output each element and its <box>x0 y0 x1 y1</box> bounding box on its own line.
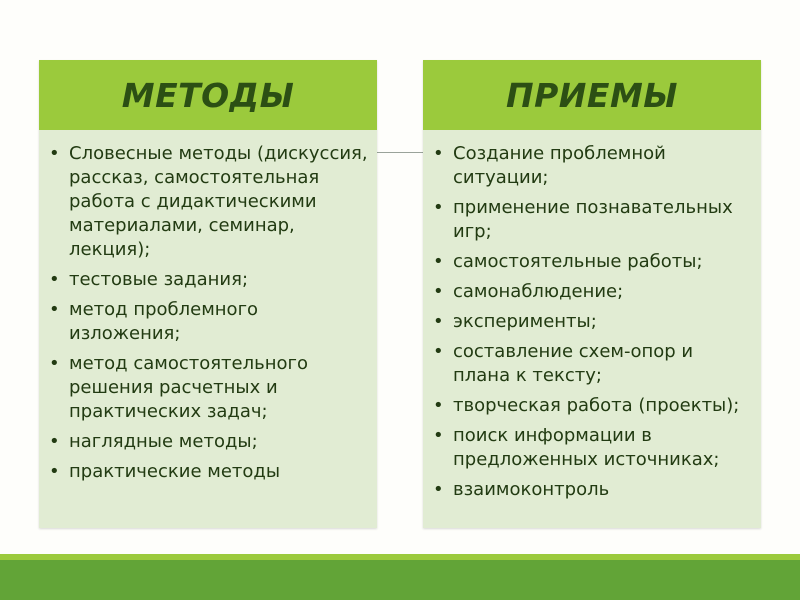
list-item: • метод самостоятельного решения расчетных и практических задач; <box>69 352 369 424</box>
footer-band <box>0 560 800 600</box>
list-item: • применение познавательных игр; <box>453 196 753 244</box>
methods-list <box>39 130 377 484</box>
list-item: • тестовые задания; <box>69 268 369 292</box>
list-item: • эксперименты; <box>453 310 753 334</box>
methods-header <box>39 60 377 130</box>
list-item: • метод проблемного изложения; <box>69 298 369 346</box>
techniques-panel <box>423 60 761 528</box>
list-item: • взаимоконтроль <box>453 478 753 502</box>
list-item: • составление схем-опор и плана к тексту; <box>453 340 753 388</box>
list-item: • творческая работа (проекты); <box>453 394 753 418</box>
methods-panel <box>39 60 377 528</box>
techniques-title: ПРИЕМЫ <box>506 75 678 115</box>
techniques-list <box>423 130 761 502</box>
list-item: • самонаблюдение; <box>453 280 753 304</box>
list-item: • поиск информации в предложенных источниках; <box>453 424 753 472</box>
list-item: • практические методы <box>69 460 369 484</box>
list-item: • самостоятельные работы; <box>453 250 753 274</box>
techniques-header <box>423 60 761 130</box>
list-item: • наглядные методы; <box>69 430 369 454</box>
list-item: • Создание проблемной ситуации; <box>453 142 753 190</box>
methods-title: МЕТОДЫ <box>121 75 295 115</box>
list-item: • Словесные методы (дискуссия, рассказ, самостоятельная работа с дидактическими материалами, семинар, лекция); <box>69 142 369 262</box>
